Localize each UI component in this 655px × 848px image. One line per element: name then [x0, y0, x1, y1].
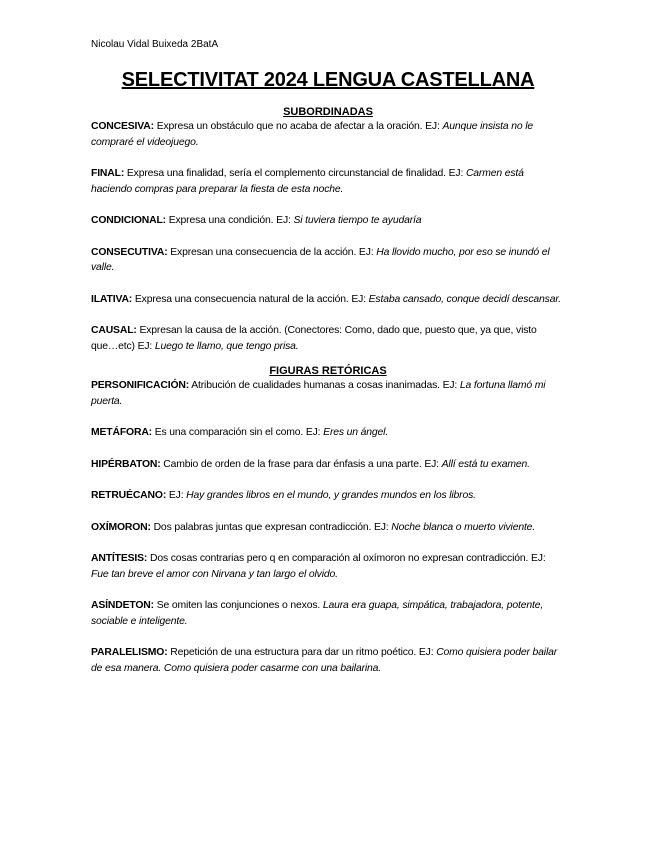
entry-example: Allí está tu examen.: [441, 458, 530, 470]
entry-definition: Atribución de cualidades humanas a cosas inanimadas. EJ:: [189, 380, 460, 391]
entry-definition: Cambio de orden de la frase para dar énfasis a una parte. EJ:: [160, 458, 442, 470]
entry-example: Eres un ángel.: [323, 427, 389, 438]
entry-term: CONCESIVA:: [91, 121, 154, 132]
entry-term: CAUSAL:: [91, 325, 137, 336]
entry-definition: Es una comparación sin el como. EJ:: [151, 427, 324, 438]
entry-example: Fue tan breve el amor con Nirvana y tan largo el olvido.: [91, 568, 338, 580]
entry-personificacion: [91, 378, 565, 409]
author-line: Nicolau Vidal Buixeda 2BatA: [91, 39, 219, 50]
entry-concesiva: [91, 119, 565, 150]
entry-definition: Expresa una finalidad, sería el complemento circunstancial de finalidad. EJ:: [124, 168, 466, 179]
entry-retruecano: [91, 488, 565, 504]
entry-definition: Expresa una consecuencia natural de la acción. EJ:: [132, 293, 369, 305]
entry-definition: Expresan la causa de la acción. (Conectores: Como, dado que, puesto que, ya que, visto que…etc) EJ:: [91, 325, 537, 352]
entry-term: PARALELISMO:: [91, 647, 168, 658]
entry-term: ASÍNDETON:: [91, 600, 154, 611]
entry-example: Laura era guapa, simpática, trabajadora, potente, sociable e inteligente.: [91, 600, 544, 627]
entry-metafora: [91, 425, 565, 441]
entry-definition: EJ:: [166, 490, 187, 501]
entry-consecutiva: [91, 245, 565, 276]
entry-example: Estaba cansado, conque decidí descansar.: [368, 293, 561, 305]
entry-example: Noche blanca o muerto viviente.: [391, 521, 536, 533]
section-heading: SUBORDINADAS: [283, 106, 373, 118]
entry-ilativa: [91, 292, 565, 308]
entry-causal: [91, 323, 565, 354]
section-heading: FIGURAS RETÓRICAS: [269, 365, 387, 377]
entry-definition: Dos palabras juntas que expresan contradicción. EJ:: [150, 521, 392, 533]
entry-antitesis: [91, 551, 565, 582]
entry-paralelismo: [91, 645, 565, 676]
entry-definition: Dos cosas contrarias pero q en comparación al oxímoron no expresan contradicción. EJ:: [147, 553, 546, 564]
section-figuras-retoricas: [91, 364, 565, 676]
entry-term: FINAL:: [91, 168, 125, 179]
entry-term: CONSECUTIVA:: [91, 246, 168, 258]
entry-example: Hay grandes libros en el mundo, y grandes mundos en los libros.: [186, 490, 476, 501]
entry-example: Carmen está haciendo compras para preparar la fiesta de esta noche.: [91, 168, 524, 195]
entry-example: La fortuna llamó mi puerta.: [91, 380, 546, 407]
entry-oximoron: [91, 520, 565, 536]
entry-example: Ha llovido mucho, por eso se inundó el valle.: [91, 246, 550, 273]
entry-hiperbaton: [91, 457, 565, 473]
entry-term: HIPÉRBATON:: [91, 458, 161, 470]
entry-example: Como quisiera poder bailar de esa manera. Como quisiera poder casarme con una bailarina.: [91, 647, 558, 674]
entry-term: ILATIVA:: [91, 293, 133, 305]
entry-term: RETRUÉCANO:: [91, 490, 167, 501]
entry-definition: Expresa un obstáculo que no acaba de afectar a la oración. EJ:: [153, 121, 443, 132]
entry-final: [91, 166, 565, 197]
entry-definition: Expresa una condición. EJ:: [165, 215, 294, 226]
entry-term: METÁFORA:: [91, 427, 152, 438]
entry-term: CONDICIONAL:: [91, 215, 166, 226]
entry-example: Si tuviera tiempo te ayudaría: [293, 215, 422, 226]
entry-example: Aunque insista no le compraré el videojuego.: [91, 121, 534, 148]
entry-term: PERSONIFICACIÓN:: [91, 380, 190, 391]
entry-condicional: [91, 213, 565, 229]
entry-definition: Expresan una consecuencia de la acción. EJ:: [167, 246, 377, 258]
entry-asindeton: [91, 598, 565, 629]
page-title: SELECTIVITAT 2024 LENGUA CASTELLANA: [121, 69, 535, 91]
entry-term: OXÍMORON:: [91, 521, 151, 533]
entry-definition: Repetición de una estructura para dar un ritmo poético. EJ:: [167, 647, 437, 658]
section-subordinadas: [91, 105, 565, 354]
entry-example: Luego te llamo, que tengo prisa.: [154, 340, 299, 352]
entry-term: ANTÍTESIS:: [91, 553, 148, 564]
entry-definition: Se omiten las conjunciones o nexos.: [153, 600, 323, 611]
